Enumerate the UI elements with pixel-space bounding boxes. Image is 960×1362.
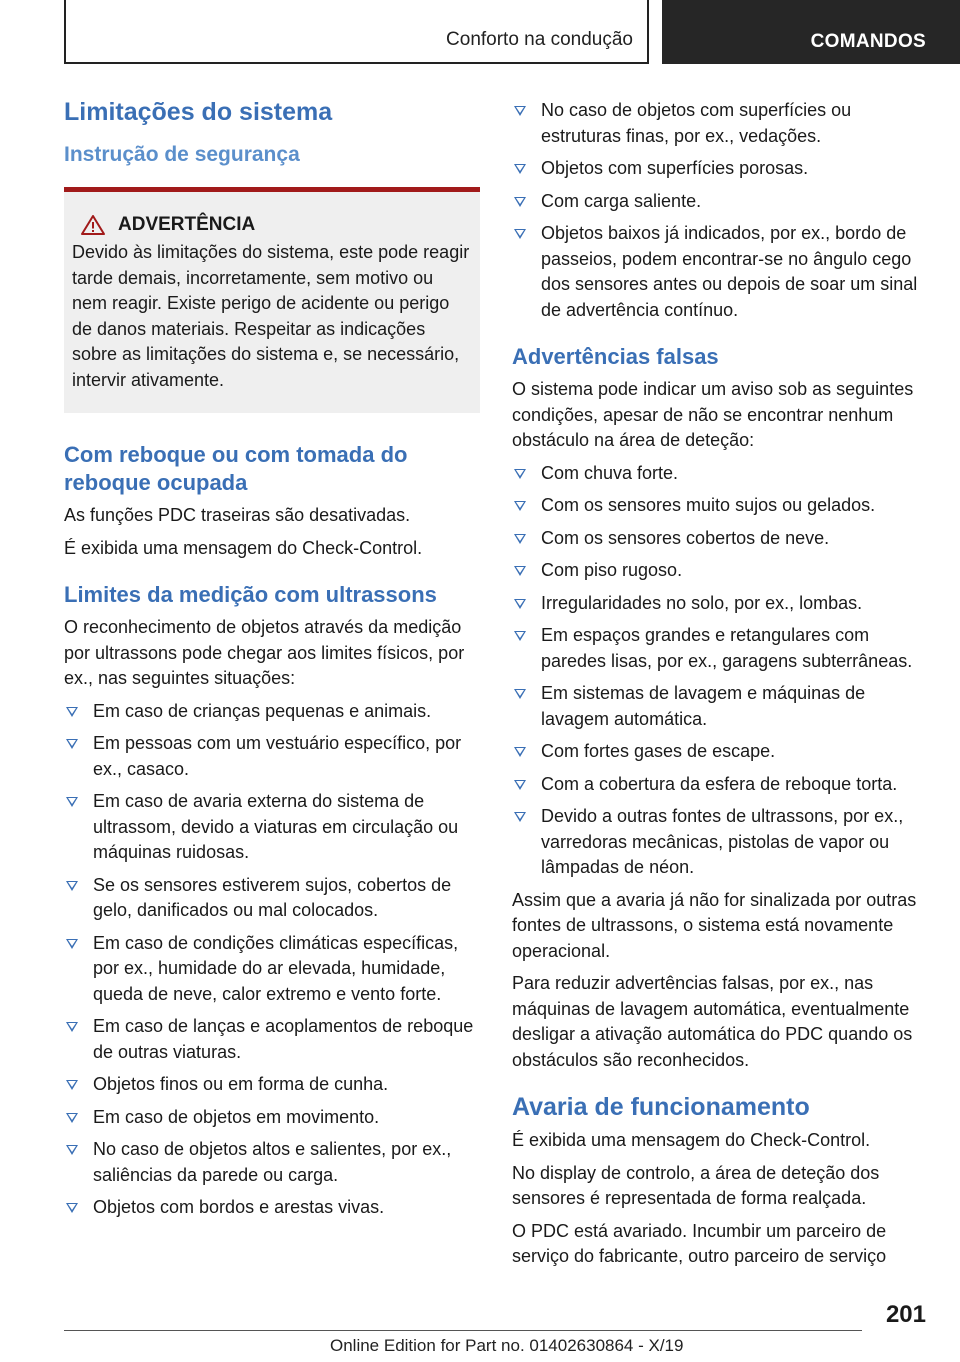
bullet-triangle-icon bbox=[514, 534, 526, 544]
malfunction-heading: Avaria de funcionamento bbox=[512, 1093, 810, 1121]
bullet-triangle-icon bbox=[514, 812, 526, 822]
list-item: Em caso de condições climáticas específicas, por ex., humidade do ar elevada, humidade, queda de neve, calor extremo e vento forte. bbox=[64, 931, 480, 1008]
bullet-triangle-icon bbox=[66, 939, 78, 949]
section-title: Conforto na condução bbox=[446, 29, 633, 50]
list-item: Com chuva forte. bbox=[512, 461, 926, 487]
header-section-title bbox=[64, 0, 649, 64]
list-item: Em espaços grandes e retangulares com paredes lisas, por ex., garagens subterrâneas. bbox=[512, 623, 926, 674]
list-item: Com os sensores muito sujos ou gelados. bbox=[512, 493, 926, 519]
bullet-triangle-icon bbox=[514, 501, 526, 511]
list-item: Em caso de avaria externa do sistema de ultrassom, devido a viaturas em circulação ou máquinas ruidosas. bbox=[64, 789, 480, 866]
false-warnings-list bbox=[512, 461, 926, 881]
bullet-triangle-icon bbox=[514, 599, 526, 609]
list-item: No caso de objetos altos e salientes, por ex., saliências da parede ou carga. bbox=[64, 1137, 480, 1188]
list-item: Em caso de objetos em movimento. bbox=[64, 1105, 480, 1131]
false-warnings-paragraph-1: Assim que a avaria já não for sinalizada por outras fontes de ultrassons, o sistema está novamente operacional. bbox=[512, 889, 917, 961]
bullet-triangle-icon bbox=[514, 106, 526, 116]
bullet-triangle-icon bbox=[66, 739, 78, 749]
false-warnings-heading: Advertências falsas bbox=[512, 344, 719, 369]
footer-edition: Online Edition for Part no. 01402630864 - X/19 bbox=[330, 1336, 684, 1355]
bullet-triangle-icon bbox=[66, 1203, 78, 1213]
list-item: Objetos com bordos e arestas vivas. bbox=[64, 1195, 480, 1221]
bullet-triangle-icon bbox=[514, 689, 526, 699]
bullet-triangle-icon bbox=[514, 631, 526, 641]
towing-heading: Com reboque ou com tomada do reboque ocupada bbox=[64, 442, 408, 495]
left-column bbox=[64, 98, 480, 1228]
warning-title-row bbox=[72, 214, 472, 236]
list-item: Objetos baixos já indicados, por ex., bordo de passeios, podem encontrar-se no ângulo cego dos sensores antes ou depois de soar um sinal de advertência contínuo. bbox=[512, 221, 926, 323]
bullet-triangle-icon bbox=[514, 780, 526, 790]
right-column bbox=[512, 98, 926, 1277]
bullet-triangle-icon bbox=[66, 797, 78, 807]
list-item: Se os sensores estiverem sujos, cobertos de gelo, danificados ou mal colocados. bbox=[64, 873, 480, 924]
warning-triangle-icon bbox=[80, 214, 106, 236]
footer-divider bbox=[64, 1330, 862, 1331]
list-item: Objetos finos ou em forma de cunha. bbox=[64, 1072, 480, 1098]
ultrasound-intro: O reconhecimento de objetos através da medição por ultrassons pode chegar aos limites físicos, por ex., nas seguintes situações: bbox=[64, 617, 465, 688]
warning-text: Devido às limitações do sistema, este pode reagir tarde demais, incorretamente, sem motivo ou nem reagir. Existe perigo de acidente ou perigo de danos materiais. Respeitar as indicações sobre as limitações do sistema e, se necessário, intervir ativamente. bbox=[72, 242, 470, 390]
list-item: Em caso de crianças pequenas e animais. bbox=[64, 699, 480, 725]
list-item: Em pessoas com um vestuário específico, por ex., casaco. bbox=[64, 731, 480, 782]
warning-box bbox=[64, 187, 480, 413]
list-item: Em caso de lanças e acoplamentos de reboque de outras viaturas. bbox=[64, 1014, 480, 1065]
chapter-title: COMANDOS bbox=[810, 31, 926, 52]
list-item: Com os sensores cobertos de neve. bbox=[512, 526, 926, 552]
safety-heading: Instrução de segurança bbox=[64, 143, 300, 166]
page-title: Limitações do sistema bbox=[64, 98, 333, 126]
bullet-triangle-icon bbox=[514, 197, 526, 207]
ultrasound-heading: Limites da medição com ultrassons bbox=[64, 582, 437, 607]
list-item: Com fortes gases de escape. bbox=[512, 739, 926, 765]
list-item: Em sistemas de lavagem e máquinas de lavagem automática. bbox=[512, 681, 926, 732]
false-warnings-intro: O sistema pode indicar um aviso sob as seguintes condições, apesar de não se encontrar nenhum obstáculo na área de deteção: bbox=[512, 379, 914, 450]
bullet-triangle-icon bbox=[66, 1145, 78, 1155]
bullet-triangle-icon bbox=[66, 881, 78, 891]
list-item: No caso de objetos com superfícies ou estruturas finas, por ex., vedações. bbox=[512, 98, 926, 149]
bullet-triangle-icon bbox=[514, 747, 526, 757]
false-warnings-paragraph-2: Para reduzir advertências falsas, por ex., nas máquinas de lavagem automática, eventualmente desligar a ativação automática do PDC quando os obstáculos são reconhecidos. bbox=[512, 973, 913, 1070]
ultrasound-list bbox=[64, 699, 480, 1221]
bullet-triangle-icon bbox=[514, 469, 526, 479]
bullet-triangle-icon bbox=[514, 164, 526, 174]
page-number: 201 bbox=[885, 1301, 926, 1328]
bullet-triangle-icon bbox=[66, 1022, 78, 1032]
warning-title: ADVERTÊNCIA bbox=[118, 214, 256, 235]
list-item: Com carga saliente. bbox=[512, 189, 926, 215]
towing-paragraph-2: É exibida uma mensagem do Check-Control. bbox=[64, 537, 423, 558]
bullet-triangle-icon bbox=[514, 229, 526, 239]
malfunction-paragraph-3: O PDC está avariado. Incumbir um parceiro de serviço do fabricante, outro parceiro de serviço bbox=[512, 1220, 887, 1266]
bullet-triangle-icon bbox=[514, 566, 526, 576]
malfunction-paragraph-2: No display de controlo, a área de deteção dos sensores é representada de forma realçada. bbox=[512, 1162, 880, 1208]
list-item: Com a cobertura da esfera de reboque torta. bbox=[512, 772, 926, 798]
bullet-triangle-icon bbox=[66, 707, 78, 717]
header-chapter-tab bbox=[662, 0, 960, 64]
bullet-triangle-icon bbox=[66, 1113, 78, 1123]
list-item: Irregularidades no solo, por ex., lombas. bbox=[512, 591, 926, 617]
list-item: Objetos com superfícies porosas. bbox=[512, 156, 926, 182]
list-item: Devido a outras fontes de ultrassons, por ex., varredoras mecânicas, pistolas de vapor ou lâmpadas de néon. bbox=[512, 804, 926, 881]
list-item: Com piso rugoso. bbox=[512, 558, 926, 584]
towing-paragraph-1: As funções PDC traseiras são desativadas. bbox=[64, 505, 411, 525]
continued-list bbox=[512, 98, 926, 323]
bullet-triangle-icon bbox=[66, 1080, 78, 1090]
malfunction-paragraph-1: É exibida uma mensagem do Check-Control. bbox=[512, 1130, 871, 1150]
